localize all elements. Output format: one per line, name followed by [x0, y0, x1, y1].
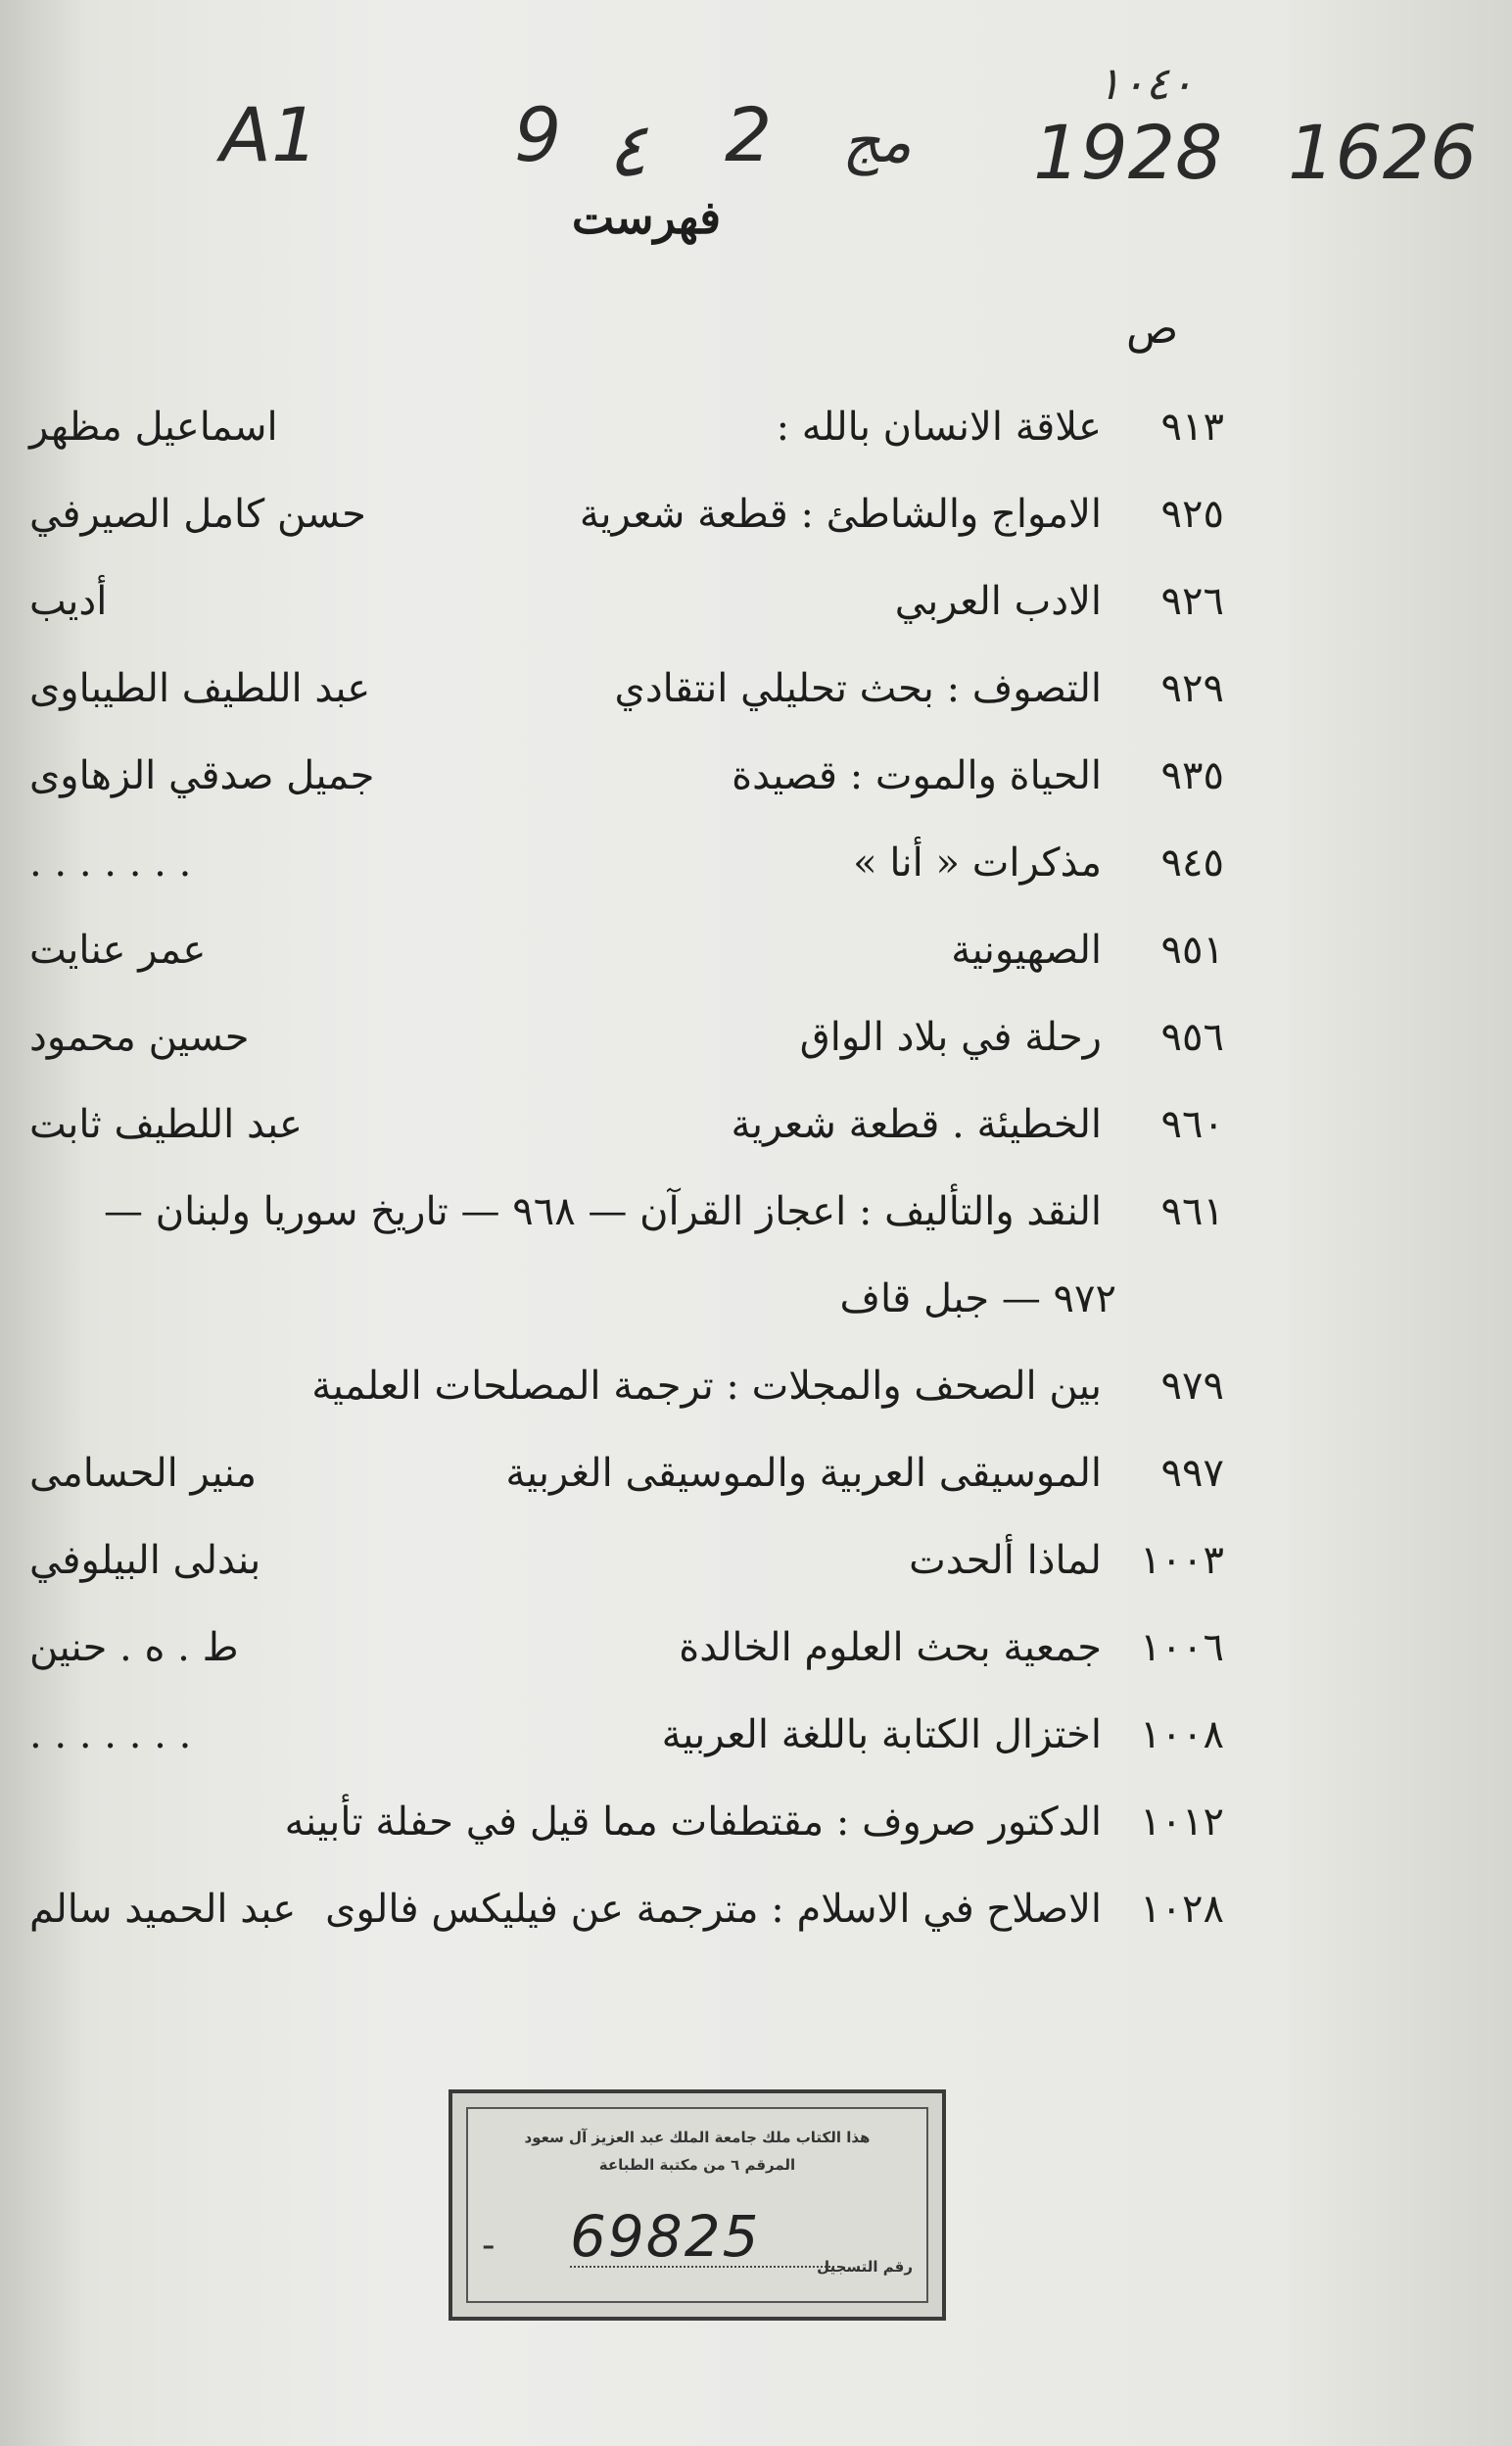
toc-page-number: ٩٥٦: [1160, 1015, 1224, 1060]
toc-row: [29, 1169, 1224, 1256]
handwritten-two: 2: [725, 91, 773, 178]
toc-title: ٩٧٢ — جبل قاف: [839, 1276, 1116, 1321]
toc-row: [29, 907, 1224, 994]
toc-row: [29, 471, 1224, 558]
toc-row: [29, 1692, 1224, 1779]
toc-row: [29, 733, 1224, 820]
toc-title: الدكتور صروف : مقتطفات مما قيل في حفلة تأبينه: [284, 1799, 1102, 1845]
toc-author: منير الحسامى: [29, 1451, 258, 1496]
toc-page-number: ١٠٠٨: [1140, 1712, 1224, 1757]
handwritten-code: 1626: [1288, 109, 1478, 196]
toc-row: [29, 820, 1224, 907]
handwritten-ain: ٤: [607, 106, 647, 193]
toc-author: عبد اللطيف ثابت: [29, 1102, 303, 1147]
toc-author: عمر عنايت: [29, 928, 207, 973]
toc-author: أديب: [29, 579, 108, 624]
toc-title: الموسيقى العربية والموسيقى الغربية: [505, 1451, 1102, 1496]
handwritten-nine: 9: [514, 91, 562, 178]
toc-row: [29, 646, 1224, 733]
toc-title: علاقة الانسان بالله :: [776, 405, 1102, 450]
toc-page-number: ٩٦١: [1160, 1189, 1224, 1234]
toc-author: حسين محمود: [29, 1015, 250, 1060]
toc-author: جميل صدقي الزهاوى: [29, 753, 375, 798]
toc-row: [29, 384, 1224, 471]
toc-page-number: ٩٢٩: [1160, 666, 1224, 711]
stamp-line-2: المرقم ٦ من مكتبة الطباعة: [598, 2156, 796, 2174]
toc-title: لماذا ألحدت: [909, 1538, 1102, 1583]
handwritten-a1: A1: [220, 91, 319, 178]
toc-title: الاصلاح في الاسلام : مترجمة عن فيليكس فالوى: [325, 1887, 1102, 1932]
toc-page-number: ١٠١٢: [1140, 1799, 1224, 1845]
toc-author: عبد الحميد سالم: [29, 1887, 297, 1932]
toc-author: حسن كامل الصيرفي: [29, 492, 366, 537]
toc-author: بندلى البيلوفي: [29, 1538, 261, 1583]
toc-page-number: ٩٤٥: [1160, 840, 1224, 886]
toc-page-number: ٩٢٥: [1160, 492, 1224, 537]
toc-title: الصهيونية: [951, 928, 1102, 973]
library-stamp: [449, 2089, 946, 2321]
toc-title: بين الصحف والمجلات : ترجمة المصلحات العلمية: [311, 1364, 1102, 1409]
toc-title: التصوف : بحث تحليلي انتقادي: [614, 666, 1102, 711]
table-of-contents: [29, 384, 1224, 1953]
toc-title: اختزال الكتابة باللغة العربية: [661, 1712, 1102, 1757]
toc-title: الخطيئة . قطعة شعرية: [731, 1102, 1102, 1147]
toc-author: ط . ه . حنين: [29, 1625, 239, 1670]
toc-row: [29, 1343, 1224, 1430]
toc-title: جمعية بحث العلوم الخالدة: [679, 1625, 1102, 1670]
toc-author: اسماعيل مظهر: [29, 405, 278, 450]
toc-author: . . . . . . .: [29, 1712, 192, 1757]
toc-page-number: ٩١٣: [1160, 405, 1224, 450]
toc-row: [29, 994, 1224, 1081]
toc-title: النقد والتأليف : اعجاز القرآن — ٩٦٨ — تاريخ سوريا ولبنان —: [104, 1189, 1102, 1234]
toc-title: مذكرات « أنا »: [853, 840, 1102, 886]
toc-page-number: ٩٥١: [1160, 928, 1224, 973]
toc-title: الامواج والشاطئ : قطعة شعرية: [579, 492, 1102, 537]
toc-page-number: ١٠٢٨: [1140, 1887, 1224, 1932]
toc-page-number: ١٠٠٦: [1140, 1625, 1224, 1670]
handwritten-year: 1928: [1033, 109, 1223, 196]
handwritten-mim: مج: [842, 108, 912, 176]
toc-row: [29, 1517, 1224, 1605]
toc-row: [29, 1779, 1224, 1866]
toc-title: الادب العربي: [894, 579, 1102, 624]
toc-author: . . . . . . .: [29, 840, 192, 886]
toc-page-number: ٩٧٩: [1160, 1364, 1224, 1409]
toc-row: [29, 1866, 1224, 1953]
toc-row-continuation: [29, 1256, 1224, 1343]
stamp-dash: -: [482, 2223, 496, 2268]
stamp-accession-number: 69825: [570, 2203, 761, 2270]
stamp-line-1: هذا الكتاب ملك جامعة الملك عبد العزيز آل سعود: [524, 2129, 871, 2146]
toc-page-number: ٩٢٦: [1160, 579, 1224, 624]
toc-page-number: ٩٦٠: [1160, 1102, 1224, 1147]
toc-title: رحلة في بلاد الواق: [799, 1015, 1102, 1060]
toc-page-number: ٩٩٧: [1160, 1451, 1224, 1496]
toc-row: [29, 1430, 1224, 1517]
toc-page-number: ٩٣٥: [1160, 753, 1224, 798]
toc-row: [29, 558, 1224, 646]
toc-title: الحياة والموت : قصيدة: [732, 753, 1102, 798]
page-title: فهرست: [571, 191, 722, 244]
toc-row: [29, 1081, 1224, 1169]
toc-row: [29, 1605, 1224, 1692]
handwritten-top-small: ١٠٤٠: [1097, 57, 1194, 110]
toc-author: عبد اللطيف الطيباوى: [29, 666, 371, 711]
toc-page-number: ١٠٠٣: [1140, 1538, 1224, 1583]
page-column-label: ص: [1126, 304, 1179, 354]
stamp-label: رقم التسجيل: [817, 2258, 913, 2276]
stamp-underline: [570, 2266, 834, 2268]
